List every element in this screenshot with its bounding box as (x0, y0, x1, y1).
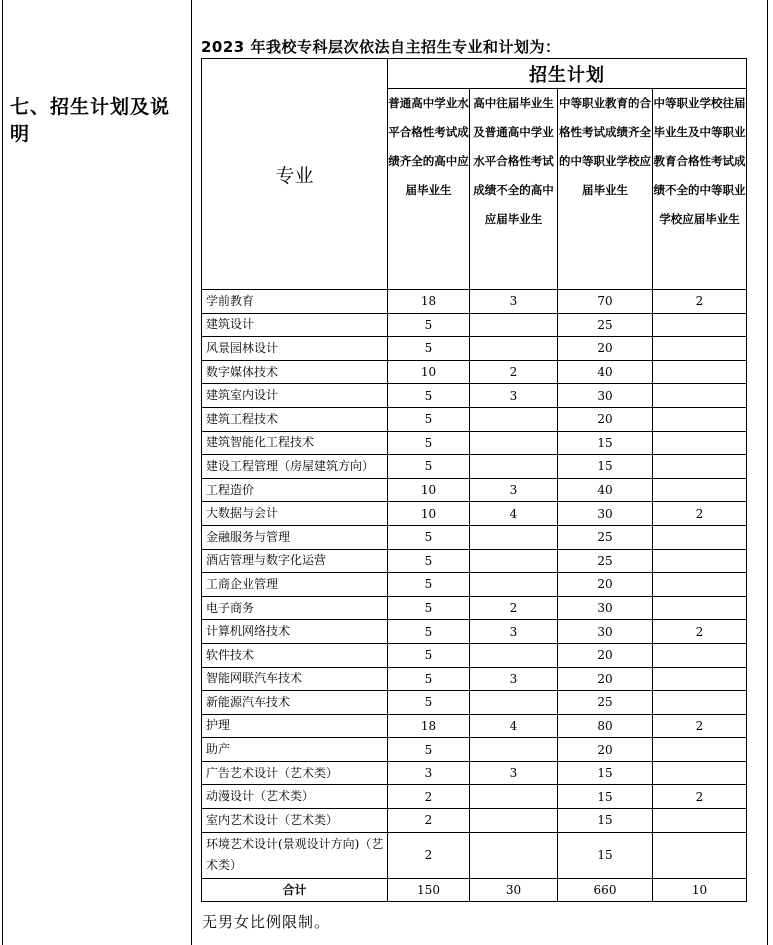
quota-cell (653, 337, 747, 361)
quota-cell: 18 (388, 290, 470, 314)
quota-cell: 2 (653, 714, 747, 738)
quota-cell: 20 (558, 738, 653, 762)
table-row (202, 738, 747, 762)
quota-cell: 20 (558, 337, 653, 361)
quota-cell (653, 478, 747, 502)
major-name-cell: 新能源汽车技术 (202, 691, 388, 715)
major-name-cell: 大数据与会计 (202, 502, 388, 526)
quota-cell: 3 (470, 667, 558, 691)
table-row (202, 455, 747, 479)
quota-cell (470, 431, 558, 455)
quota-cell (653, 643, 747, 667)
quota-cell: 2 (653, 785, 747, 809)
category-header: 高中往届毕业生及普通高中学业水平合格性考试成绩不全的高中应届毕业生 (470, 89, 558, 290)
table-row (202, 643, 747, 667)
table-row (202, 502, 747, 526)
quota-cell: 3 (470, 384, 558, 408)
quota-cell (470, 313, 558, 337)
major-name-cell: 数字媒体技术 (202, 360, 388, 384)
quota-cell: 25 (558, 549, 653, 573)
table-row (202, 832, 747, 878)
total-cell: 660 (558, 878, 653, 901)
quota-cell: 5 (388, 313, 470, 337)
table-row (202, 785, 747, 809)
quota-cell: 15 (558, 761, 653, 785)
frame-column-divider (191, 0, 192, 945)
table-row (202, 478, 747, 502)
major-name-cell: 室内艺术设计（艺术类） (202, 809, 388, 833)
quota-cell: 5 (388, 596, 470, 620)
quota-cell: 10 (388, 478, 470, 502)
table-row (202, 714, 747, 738)
major-name-cell: 建筑智能化工程技术 (202, 431, 388, 455)
major-name-cell: 助产 (202, 738, 388, 762)
quota-cell: 10 (388, 502, 470, 526)
total-cell: 150 (388, 878, 470, 901)
table-row (202, 313, 747, 337)
major-name-cell: 工程造价 (202, 478, 388, 502)
table-row (202, 596, 747, 620)
total-label: 合计 (202, 878, 388, 901)
major-name-cell: 计算机网络技术 (202, 620, 388, 644)
quota-cell (653, 573, 747, 597)
quota-cell (653, 761, 747, 785)
total-cell: 10 (653, 878, 747, 901)
quota-cell: 5 (388, 525, 470, 549)
quota-cell: 5 (388, 337, 470, 361)
quota-cell: 3 (388, 761, 470, 785)
table-row (202, 290, 747, 314)
quota-cell: 2 (653, 502, 747, 526)
quota-cell (653, 832, 747, 878)
quota-cell: 5 (388, 667, 470, 691)
quota-cell: 5 (388, 620, 470, 644)
quota-cell: 40 (558, 478, 653, 502)
quota-cell (470, 809, 558, 833)
plan-table-body (202, 290, 747, 879)
quota-cell (653, 407, 747, 431)
quota-cell: 25 (558, 691, 653, 715)
quota-cell: 2 (470, 596, 558, 620)
quota-cell: 25 (558, 525, 653, 549)
major-name-cell: 工商企业管理 (202, 573, 388, 597)
major-name-cell: 学前教育 (202, 290, 388, 314)
category-header: 普通高中学业水平合格性考试成绩齐全的高中应届毕业生 (388, 89, 470, 290)
quota-cell: 3 (470, 478, 558, 502)
quota-cell (470, 549, 558, 573)
quota-cell (653, 384, 747, 408)
major-name-cell: 建设工程管理（房屋建筑方向） (202, 455, 388, 479)
quota-cell: 30 (558, 502, 653, 526)
quota-cell: 80 (558, 714, 653, 738)
quota-cell (653, 667, 747, 691)
quota-cell (470, 738, 558, 762)
major-name-cell: 酒店管理与数字化运营 (202, 549, 388, 573)
quota-cell: 40 (558, 360, 653, 384)
quota-cell: 30 (558, 620, 653, 644)
quota-cell: 15 (558, 455, 653, 479)
quota-cell (470, 785, 558, 809)
quota-cell: 5 (388, 573, 470, 597)
quota-cell: 15 (558, 832, 653, 878)
quota-cell: 2 (388, 809, 470, 833)
note-text: 无男女比例限制。 (202, 913, 331, 931)
quota-cell (653, 549, 747, 573)
quota-cell: 5 (388, 455, 470, 479)
major-name-cell: 动漫设计（艺术类） (202, 785, 388, 809)
enrollment-plan-table (201, 58, 747, 902)
quota-cell: 3 (470, 290, 558, 314)
quota-cell: 5 (388, 384, 470, 408)
quota-cell: 2 (470, 360, 558, 384)
quota-cell: 15 (558, 809, 653, 833)
quota-cell: 70 (558, 290, 653, 314)
quota-cell: 25 (558, 313, 653, 337)
table-row (202, 549, 747, 573)
quota-cell: 5 (388, 431, 470, 455)
major-name-cell: 软件技术 (202, 643, 388, 667)
quota-cell: 3 (470, 761, 558, 785)
quota-cell: 20 (558, 643, 653, 667)
major-name-cell: 广告艺术设计（艺术类） (202, 761, 388, 785)
quota-cell: 10 (388, 360, 470, 384)
section-label: 七、招生计划及说明 (10, 96, 171, 145)
quota-cell: 30 (558, 384, 653, 408)
table-row (202, 525, 747, 549)
quota-cell: 5 (388, 549, 470, 573)
quota-cell: 3 (470, 620, 558, 644)
quota-cell (470, 691, 558, 715)
quota-cell: 20 (558, 667, 653, 691)
quota-cell: 18 (388, 714, 470, 738)
table-row (202, 431, 747, 455)
quota-cell: 4 (470, 714, 558, 738)
quota-cell (653, 525, 747, 549)
quota-cell: 5 (388, 407, 470, 431)
major-column-header: 专业 (202, 59, 388, 290)
table-row (202, 667, 747, 691)
quota-cell (470, 407, 558, 431)
major-name-cell: 电子商务 (202, 596, 388, 620)
table-row (202, 337, 747, 361)
quota-cell (653, 431, 747, 455)
plan-header: 招生计划 (388, 59, 747, 89)
quota-cell: 2 (653, 620, 747, 644)
table-row (202, 360, 747, 384)
quota-cell (653, 738, 747, 762)
table-row (202, 809, 747, 833)
quota-cell: 5 (388, 691, 470, 715)
table-row (202, 407, 747, 431)
frame-right-border (767, 0, 768, 945)
quota-cell: 5 (388, 738, 470, 762)
quota-cell: 30 (558, 596, 653, 620)
quota-cell: 5 (388, 643, 470, 667)
quota-cell (470, 337, 558, 361)
quota-cell: 4 (470, 502, 558, 526)
table-row (202, 573, 747, 597)
major-name-cell: 金融服务与管理 (202, 525, 388, 549)
major-name-cell: 建筑设计 (202, 313, 388, 337)
quota-cell: 20 (558, 407, 653, 431)
total-row (202, 878, 747, 901)
intro-text: 2023 年我校专科层次依法自主招生专业和计划为： (201, 38, 561, 56)
category-header: 中等职业学校往届毕业生及中等职业教育合格性考试成绩不全的中等职业学校应届毕业生 (653, 89, 747, 290)
table-row (202, 761, 747, 785)
quota-cell (470, 455, 558, 479)
quota-cell (470, 573, 558, 597)
quota-cell: 2 (388, 832, 470, 878)
quota-cell (470, 832, 558, 878)
quota-cell: 2 (388, 785, 470, 809)
quota-cell (653, 313, 747, 337)
major-name-cell: 风景园林设计 (202, 337, 388, 361)
category-header: 中等职业教育的合格性考试成绩齐全的中等职业学校应届毕业生 (558, 89, 653, 290)
quota-cell: 2 (653, 290, 747, 314)
quota-cell (653, 360, 747, 384)
major-name-cell: 建筑工程技术 (202, 407, 388, 431)
quota-cell (470, 525, 558, 549)
major-name-cell: 智能网联汽车技术 (202, 667, 388, 691)
quota-cell (470, 643, 558, 667)
quota-cell (653, 455, 747, 479)
table-row (202, 691, 747, 715)
table-row (202, 620, 747, 644)
quota-cell (653, 691, 747, 715)
major-name-cell: 护理 (202, 714, 388, 738)
quota-cell (653, 596, 747, 620)
quota-cell: 15 (558, 431, 653, 455)
total-cell: 30 (470, 878, 558, 901)
major-name-cell: 建筑室内设计 (202, 384, 388, 408)
frame-left-border (2, 0, 3, 945)
quota-cell: 20 (558, 573, 653, 597)
quota-cell (653, 809, 747, 833)
quota-cell: 15 (558, 785, 653, 809)
major-name-cell: 环境艺术设计(景观设计方向)（艺术类） (202, 832, 388, 878)
table-row (202, 384, 747, 408)
